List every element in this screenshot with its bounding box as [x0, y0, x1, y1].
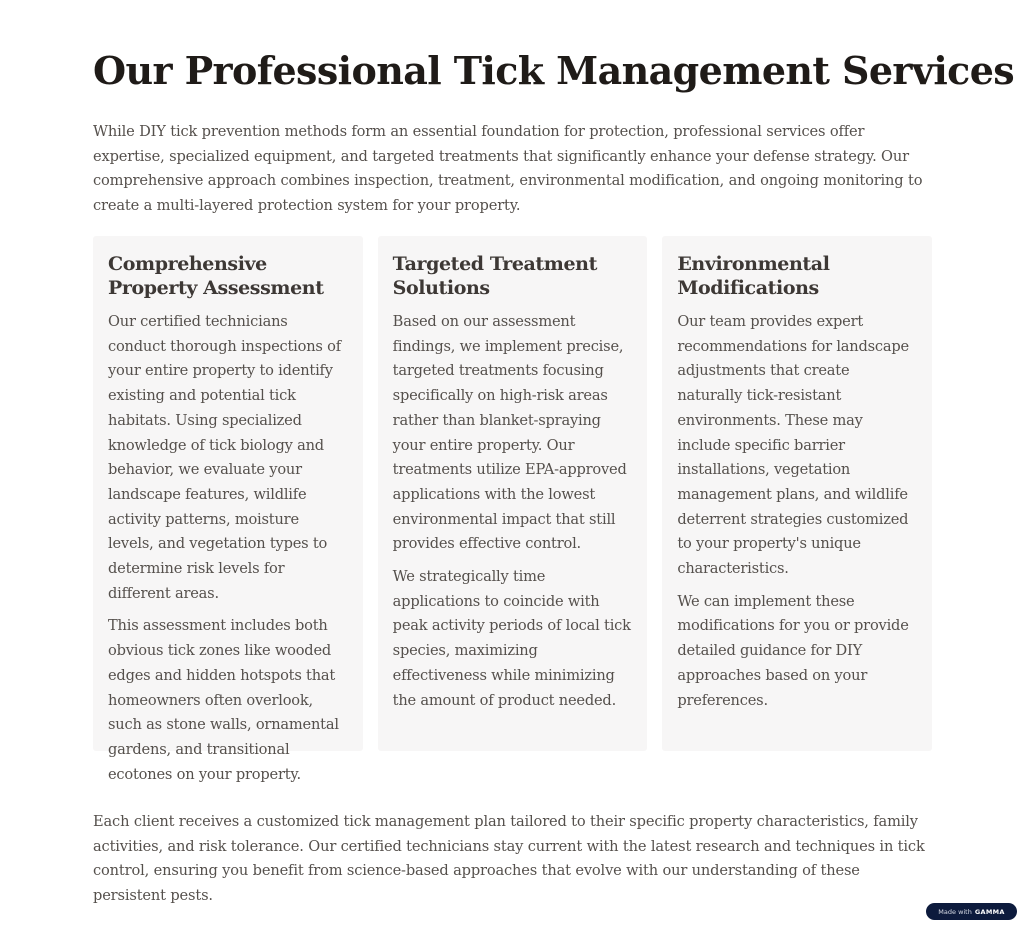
card-paragraph: We strategically time applications to coincide with peak activity periods of local tick species, maximizing effectiveness while minimizing the amount of product needed. [392, 568, 631, 709]
card-targeted-treatment [378, 236, 648, 751]
gamma-logo: GAMMA [974, 907, 1005, 916]
card-heading: Environmental Modifications [677, 253, 830, 299]
service-cards [93, 236, 932, 783]
card-heading: Targeted Treatment Solutions [392, 253, 597, 299]
made-with-gamma-badge[interactable] [926, 903, 1017, 920]
card-paragraph: This assessment includes both obvious tick zones like wooded edges and hidden hotspots that homeowners often overlook, such as stone walls, ornamental gardens, and transitional ecotones on your property. [108, 617, 339, 783]
card-environmental-modifications [662, 236, 932, 751]
card-paragraph: We can implement these modifications for you or provide detailed guidance for DIY approaches based on your preferences. [677, 592, 909, 709]
card-property-assessment [93, 236, 363, 783]
closing-paragraph: Each client receives a customized tick management plan tailored to their specific property characteristics, family activities, and risk tolerance. Our certified technicians stay current with the latest research and techniques in tick control, ensuring you benefit from science-based approaches that evolve with our understanding of these persistent pests. [93, 813, 925, 905]
page-title: Our Professional Tick Management Services [93, 48, 1015, 93]
badge-prefix: Made with [938, 907, 972, 916]
intro-paragraph: While DIY tick prevention methods form an essential foundation for protection, professional services offer expertise, specialized equipment, and targeted treatments that significantly enhance your defense strategy. Our comprehensive approach combines inspection, treatment, environmental modification, and ongoing monitoring to create a multi-layered protection system for your property. [93, 123, 923, 215]
card-paragraph: Our certified technicians conduct thorough inspections of your entire property to identify existing and potential tick habitats. Using specialized knowledge of tick biology and behavior, we evaluate your landscape features, wildlife activity patterns, moisture levels, and vegetation types to determine risk levels for different areas. [108, 313, 341, 602]
card-heading: Comprehensive Property Assessment [108, 253, 324, 299]
card-paragraph: Our team provides expert recommendations for landscape adjustments that create naturally tick-resistant environments. These may include specific barrier installations, vegetation management plans, and wildlife deterrent strategies customized to your property's unique characteristics. [677, 313, 909, 578]
card-paragraph: Based on our assessment findings, we implement precise, targeted treatments focusing specifically on high-risk areas rather than blanket-spraying your entire property. Our treatments utilize EPA-approved applications with the lowest environmental impact that still provides effective control. [392, 313, 627, 553]
